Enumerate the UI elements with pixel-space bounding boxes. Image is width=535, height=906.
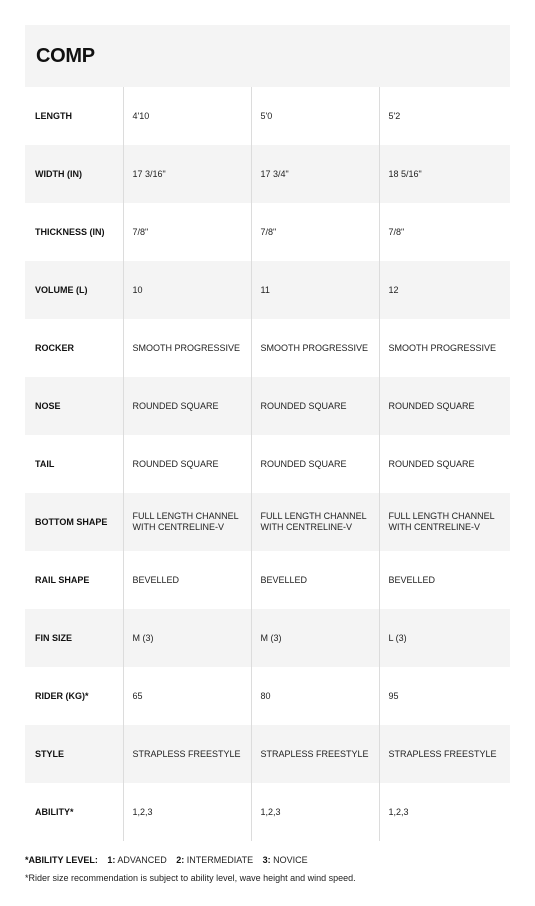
spec-value: 80 xyxy=(251,667,379,725)
spec-value: STRAPLESS FREESTYLE xyxy=(251,725,379,783)
spec-row-length xyxy=(25,87,510,145)
spec-label: VOLUME (L) xyxy=(35,284,88,295)
spec-value: SMOOTH PROGRESSIVE xyxy=(379,319,510,377)
spec-value: 11 xyxy=(251,261,379,319)
level-key: 2: xyxy=(176,855,185,865)
spec-value: ROUNDED SQUARE xyxy=(251,435,379,493)
spec-value: ROUNDED SQUARE xyxy=(379,377,510,435)
spec-value: 7/8" xyxy=(251,203,379,261)
spec-label: NOSE xyxy=(35,400,61,411)
level-text: ADVANCED xyxy=(117,855,167,865)
spec-row-rocker xyxy=(25,319,510,377)
spec-value: M (3) xyxy=(123,609,251,667)
spec-row-bottom-shape xyxy=(25,493,510,551)
spec-value: 12 xyxy=(379,261,510,319)
spec-label: RIDER (KG)* xyxy=(35,690,89,701)
spec-value: 5'0 xyxy=(251,87,379,145)
spec-row-nose xyxy=(25,377,510,435)
spec-value: ROUNDED SQUARE xyxy=(251,377,379,435)
spec-value: STRAPLESS FREESTYLE xyxy=(379,725,510,783)
spec-row-fin-size xyxy=(25,609,510,667)
ability-heading: *ABILITY LEVEL: xyxy=(25,855,98,865)
spec-label: LENGTH xyxy=(35,110,72,121)
level-text: NOVICE xyxy=(273,855,308,865)
spec-value: ROUNDED SQUARE xyxy=(123,435,251,493)
spec-row-volume xyxy=(25,261,510,319)
spec-label: BOTTOM SHAPE xyxy=(35,516,108,527)
spec-value: 17 3/16" xyxy=(123,145,251,203)
spec-value: L (3) xyxy=(379,609,510,667)
spec-value: 7/8" xyxy=(379,203,510,261)
spec-value: 4'10 xyxy=(123,87,251,145)
spec-label: FIN SIZE xyxy=(35,632,73,643)
title-bar xyxy=(25,25,510,87)
spec-value: ROUNDED SQUARE xyxy=(379,435,510,493)
spec-value: BEVELLED xyxy=(123,551,251,609)
level-key: 1: xyxy=(107,855,116,865)
spec-value: BEVELLED xyxy=(379,551,510,609)
footnotes xyxy=(25,853,515,885)
spec-value: 10 xyxy=(123,261,251,319)
spec-label: TAIL xyxy=(35,458,55,469)
spec-value: 5'2 xyxy=(379,87,510,145)
spec-value: ROUNDED SQUARE xyxy=(123,377,251,435)
spec-label: WIDTH (IN) xyxy=(35,168,82,179)
rider-note: *Rider size recommendation is subject to ability level, wave height and wind speed. xyxy=(25,873,356,883)
spec-label: ABILITY* xyxy=(35,806,74,817)
spec-label: THICKNESS (IN) xyxy=(35,226,105,237)
spec-value: 1,2,3 xyxy=(123,783,251,841)
spec-value: 95 xyxy=(379,667,510,725)
spec-card xyxy=(25,25,510,841)
ability-legend xyxy=(25,853,515,867)
spec-value: SMOOTH PROGRESSIVE xyxy=(123,319,251,377)
spec-label: ROCKER xyxy=(35,342,75,353)
spec-value: 17 3/4" xyxy=(251,145,379,203)
page-title: COMP xyxy=(36,44,95,67)
spec-table xyxy=(25,87,510,841)
spec-row-style xyxy=(25,725,510,783)
spec-value: BEVELLED xyxy=(251,551,379,609)
spec-row-tail xyxy=(25,435,510,493)
spec-value: 18 5/16" xyxy=(379,145,510,203)
spec-value: FULL LENGTH CHANNEL WITH CENTRELINE-V xyxy=(123,493,251,551)
spec-label: STYLE xyxy=(35,748,65,759)
spec-row-thickness xyxy=(25,203,510,261)
spec-value: STRAPLESS FREESTYLE xyxy=(123,725,251,783)
spec-label: RAIL SHAPE xyxy=(35,574,90,585)
spec-row-ability xyxy=(25,783,510,841)
spec-row-width xyxy=(25,145,510,203)
spec-value: 1,2,3 xyxy=(379,783,510,841)
spec-value: FULL LENGTH CHANNEL WITH CENTRELINE-V xyxy=(379,493,510,551)
spec-value: 65 xyxy=(123,667,251,725)
spec-value: 7/8" xyxy=(123,203,251,261)
spec-row-rider xyxy=(25,667,510,725)
level-text: INTERMEDIATE xyxy=(186,855,254,865)
spec-row-rail-shape xyxy=(25,551,510,609)
spec-value: SMOOTH PROGRESSIVE xyxy=(251,319,379,377)
spec-value: M (3) xyxy=(251,609,379,667)
level-key: 3: xyxy=(262,855,271,865)
spec-value: 1,2,3 xyxy=(251,783,379,841)
spec-value: FULL LENGTH CHANNEL WITH CENTRELINE-V xyxy=(251,493,379,551)
